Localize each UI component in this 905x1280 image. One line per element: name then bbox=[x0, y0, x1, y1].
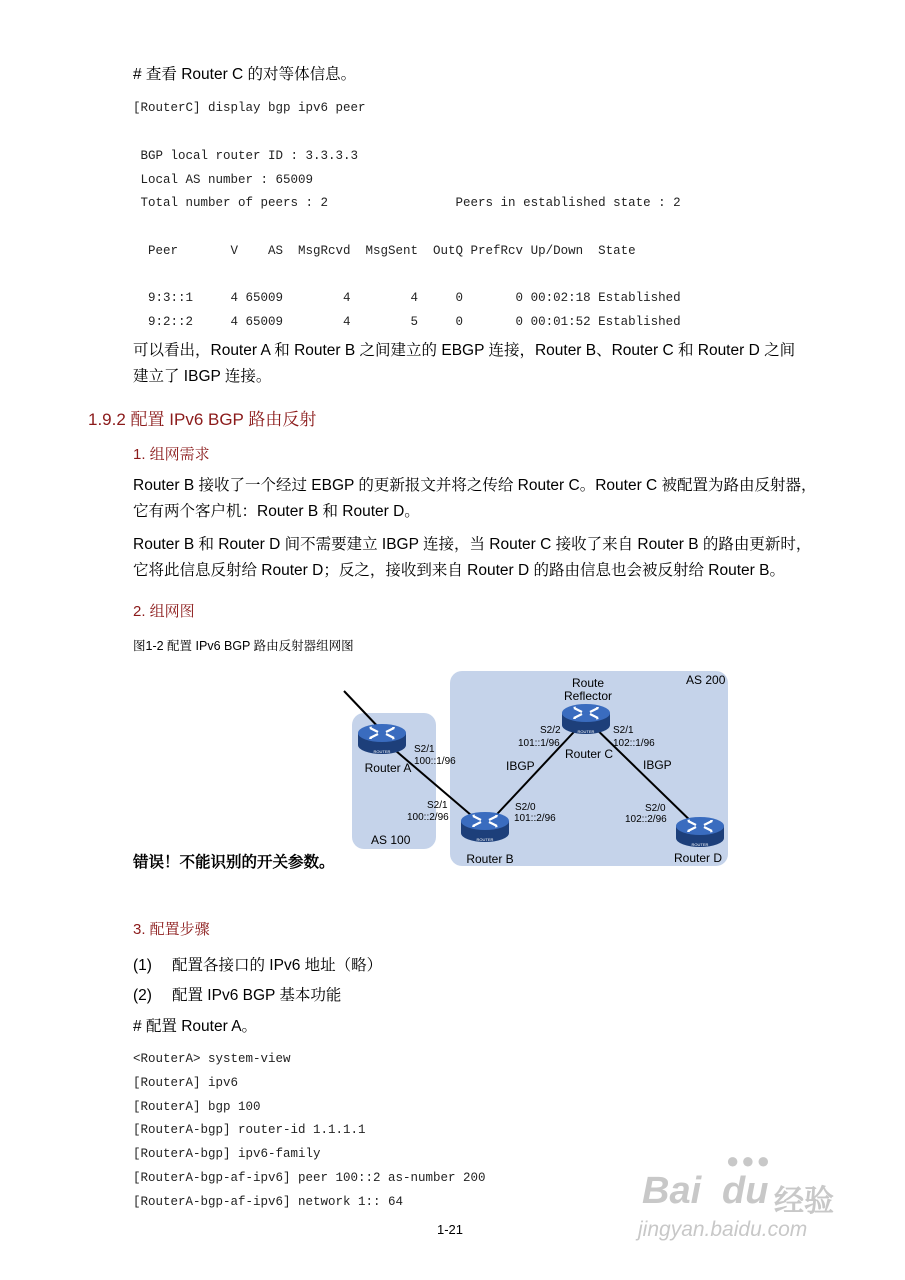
total-peers: Total number of peers : 2 Peers in established state : 2 bbox=[133, 196, 681, 210]
watermark-url: jingyan.baidu.com bbox=[638, 1218, 808, 1241]
router-d-label: Router D bbox=[673, 851, 723, 865]
req-p1-line2: 它有两个客户机：Router B 和 Router D。 bbox=[133, 503, 420, 520]
code-line: [RouterA-bgp-af-ipv6] network 1:: 64 bbox=[133, 1195, 404, 1209]
watermark-label: 经验 bbox=[774, 1185, 834, 1218]
c-ip-102: 102::1/96 bbox=[613, 738, 655, 749]
req-p1-line1: Router B 接收了一个经过 EBGP 的更新报文并将之传给 Router C。Router C 被配置为路由反射器， bbox=[133, 477, 817, 494]
reflector-label: Reflector bbox=[563, 689, 613, 703]
router-a-label: Router A bbox=[364, 761, 412, 775]
comment-router-a: # 配置 Router A。 bbox=[133, 1018, 258, 1035]
d-interface: S2/0 bbox=[645, 803, 666, 814]
c-ip-101: 101::1/96 bbox=[518, 738, 560, 749]
watermark-brand: Bai bbox=[642, 1170, 702, 1212]
b-interface-s21: S2/1 bbox=[427, 800, 448, 811]
b-ip-100: 100::2/96 bbox=[407, 812, 449, 823]
code-line: <RouterA> system-view bbox=[133, 1052, 291, 1066]
ibgp-left-label: IBGP bbox=[506, 759, 535, 773]
error-text: 错误！不能识别的开关参数。 bbox=[133, 854, 335, 871]
step1-text: 配置各接口的 IPv6 地址（略） bbox=[172, 957, 383, 974]
summary-line-1: 可以看出，Router A 和 Router B 之间建立的 EBGP 连接，Router B、Router C 和 Router D 之间 bbox=[133, 342, 796, 359]
local-as: Local AS number : 65009 bbox=[133, 173, 314, 187]
router-b-label: Router B bbox=[466, 852, 514, 866]
peer-table-row: 9:2::2 4 65009 4 5 0 0 00:01:52 Established bbox=[133, 315, 681, 329]
c-interface-s21: S2/1 bbox=[613, 725, 634, 736]
baidu-watermark bbox=[636, 1148, 856, 1248]
code-line: [RouterA] ipv6 bbox=[133, 1076, 239, 1090]
code-line: [RouterA-bgp-af-ipv6] peer 100::2 as-number 200 bbox=[133, 1171, 486, 1185]
step2-text: 配置 IPv6 BGP 基本功能 bbox=[172, 987, 342, 1004]
a-interface: S2/1 bbox=[414, 744, 435, 755]
page-number: 1-21 bbox=[437, 1222, 464, 1237]
step2-number: (2) bbox=[133, 987, 152, 1004]
as200-label: AS 200 bbox=[686, 673, 726, 687]
req-p2-line1: Router B 和 Router D 间不需要建立 IBGP 连接，当 Router C 接收了来自 Router B 的路由更新时， bbox=[133, 536, 812, 553]
a-ip: 100::1/96 bbox=[414, 756, 456, 767]
router-a-badge: ROUTER bbox=[373, 749, 391, 754]
step1-number: (1) bbox=[133, 957, 152, 974]
req-title: 1. 组网需求 bbox=[133, 446, 210, 463]
diagram-title: 2. 组网图 bbox=[133, 603, 195, 620]
bgp-router-id: BGP local router ID : 3.3.3.3 bbox=[133, 149, 359, 163]
code-line: [RouterA-bgp] ipv6-family bbox=[133, 1147, 321, 1161]
router-d-badge: ROUTER bbox=[691, 842, 709, 847]
peer-table-header: Peer V AS MsgRcvd MsgSent OutQ PrefRcv Up/Down State bbox=[133, 244, 636, 258]
summary-line-2: 建立了 IBGP 连接。 bbox=[133, 368, 272, 385]
comment-router-c: # 查看 Router C 的对等体信息。 bbox=[133, 66, 357, 83]
network-diagram bbox=[330, 665, 735, 870]
b-interface-s20: S2/0 bbox=[515, 802, 536, 813]
paw-icon: ●●● bbox=[726, 1148, 772, 1173]
router-b-badge: ROUTER bbox=[476, 837, 494, 842]
steps-title: 3. 配置步骤 bbox=[133, 921, 210, 938]
ibgp-right-label: IBGP bbox=[643, 758, 672, 772]
b-ip-101: 101::2/96 bbox=[514, 813, 556, 824]
figure-caption: 图1-2 配置 IPv6 BGP 路由反射器组网图 bbox=[133, 639, 354, 653]
route-label: Route bbox=[571, 676, 605, 690]
section-title: 1.9.2 配置 IPv6 BGP 路由反射 bbox=[88, 410, 317, 429]
router-c-label: Router C bbox=[564, 747, 614, 761]
code-line: [RouterA] bgp 100 bbox=[133, 1100, 261, 1114]
req-p2-line2: 它将此信息反射给 Router D；反之，接收到来自 Router D 的路由信息也会被反射给 Router B。 bbox=[133, 562, 785, 579]
code-line: [RouterA-bgp] router-id 1.1.1.1 bbox=[133, 1123, 366, 1137]
watermark-brand2: du bbox=[722, 1170, 769, 1212]
cmd-display-peer: [RouterC] display bgp ipv6 peer bbox=[133, 101, 366, 115]
d-ip: 102::2/96 bbox=[625, 814, 667, 825]
peer-table-row: 9:3::1 4 65009 4 4 0 0 00:02:18 Established bbox=[133, 291, 681, 305]
router-c-badge: ROUTER bbox=[577, 729, 595, 734]
c-interface-s22: S2/2 bbox=[540, 725, 561, 736]
as100-label: AS 100 bbox=[371, 833, 411, 847]
